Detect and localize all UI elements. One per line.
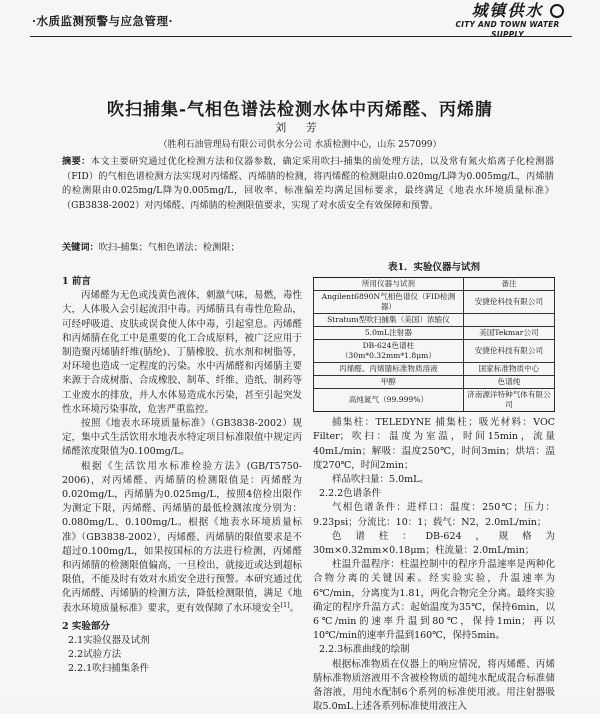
intro-paragraph-3: 根据《生活饮用水标准检验方法》(GB/T5750-2006)，对丙烯醛、丙烯腈的检测限值是：丙烯醛为0.020mg/L，丙烯腈为0.025mg/L，按照4倍检出限作为测定下限，丙烯醛、丙烯腈的最低检测浓度分别为：0.080mg/L、0.100mg/L。根据《地表水环境质量标准》（GB3838-2002），丙烯醛、丙烯腈的限值要求是不超过0.100mg/L，如果按国标的方法进行检测，丙烯醛和丙烯腈的检测限值偏高，一旦检出，就接近或达到超标限值，不能及时有效对水质安全进行预警。本研究通过优化丙烯醛、丙烯腈的检测方法，降低检测限值，满足《地表水环境质量标准》要求，更有效保障了水环境安全[1]。 xyxy=(62,460,302,614)
sample-volume-paragraph: 样品吹扫量：5.0mL。 xyxy=(332,474,429,486)
table-caption: 表1．实验仪器与试剂 xyxy=(387,262,481,273)
subheading-method: 2.2试验方法 xyxy=(68,649,122,661)
table-cell: 色谱纯 xyxy=(463,376,554,389)
calibration-paragraph: 根据标准物质在仪器上的响应情况，将丙烯醛、丙烯腈标准物质溶液用不含被检物质的超纯水配成混合标准储备溶液，用纯水配制6个系列的标准使用液。用注射器吸取5.0mL上述各系列标准使用液注入 xyxy=(313,658,555,713)
journal-section-header: ·水质监测预警与应急管理· xyxy=(32,14,174,28)
table-cell xyxy=(463,314,554,327)
journal-logo xyxy=(445,2,570,40)
logo-english-text: CITY AND TOWN WATER SUPPLY xyxy=(455,20,560,39)
table-cell: 安捷伦科技有限公司 xyxy=(463,291,554,314)
subheading-gc-conditions: 2.2.2色谱条件 xyxy=(319,488,382,500)
table-header-cell: 备注 xyxy=(463,278,554,291)
temperature-program-paragraph: 柱温升温程序：柱温控制中的程序升温速率是两种化合物分离的关键因素。经实验实验，升温速率为6℃/min，分离度为1.81，两化合物完全分离。最终实验确定的程序升温方式：起始温度为35℃，保持6min，以6℃/min的速率升温到80℃，保持1min；再以10℃/min的速率升温到160℃，保持5min。 xyxy=(313,559,555,642)
table-row xyxy=(314,376,555,389)
table-row xyxy=(314,291,555,314)
table-row xyxy=(314,363,555,376)
intro-paragraph-1: 丙烯醛为无色或浅黄色液体，刺激气味，易燃，毒性大，人体吸入会引起流泪中毒。丙烯腈具有毒性危险品，可经呼吸道、皮肤或误食使人体中毒，引起窒息。丙烯醛和丙烯腈在化工中是重要的化工合成原料，被广泛应用于制造聚丙烯腈纤维(腈纶)、丁腈橡胶、抗水剂和树脂等，对环境也造成一定程度的污染。水中丙烯醛和丙烯腈主要来源于合成树脂、合成橡胶、制革、纤维、造纸、制药等工业废水的排放，并人水体易造成水污染，甚至引起突发性水环境污染事故，危害严重监控。 xyxy=(62,290,302,415)
table-cell: 高纯氮气（99.999%） xyxy=(314,389,464,412)
table-cell: 国家标准物质中心 xyxy=(463,363,554,376)
logo-emblem-icon xyxy=(550,4,564,18)
abstract-label: 摘要： xyxy=(62,156,91,167)
heading-introduction: 1 前言 xyxy=(62,276,91,287)
subheading-purge-trap: 2.2.1吹扫捕集条件 xyxy=(68,663,150,675)
article-author: 刘 芳 xyxy=(275,121,325,134)
trap-conditions-paragraph: 捕集柱：TELEDYNE 捕集柱；吸光材料：VOC Filter；吹扫：温度为室温，时间15min，流量40mL/min；解吸：温度250℃，时间3min；烘培：温度270℃，时间2min； xyxy=(313,417,555,471)
column-paragraph: 色谱柱：DB-624，规格为30m×0.32mm×0.18μm；柱流量：2.0mL/min； xyxy=(313,530,555,557)
keywords-label: 关键词： xyxy=(62,242,99,253)
table-header-cell: 所用仪器与试剂 xyxy=(314,278,464,291)
logo-chinese-text: 城镇供水 xyxy=(471,1,544,20)
abstract xyxy=(62,155,554,213)
table-row xyxy=(314,314,555,327)
table-cell: 济南源洋特种气体有限公司 xyxy=(463,389,554,412)
subheading-calibration: 2.2.3标准曲线的绘制 xyxy=(319,644,410,656)
subheading-instruments: 2.1实验仪器及试剂 xyxy=(68,635,150,647)
abstract-text: 本文主要研究通过优化检测方法和仪器参数，确定采用吹扫-捕集的前处理方法，以及常有氮火焰离子化检测器（FID）的气相色谱检测方法实现对丙烯醛、丙烯腈的检测，将丙烯醛的检测限由0.020mg/L降为0.005mg/L，丙烯腈的检测限由0.025mg/L降为0.005mg/L，回收率、标准偏差均满足国标要求，最终满足《地表水环境质量标准》（GB3838-2002）对丙烯醛、丙烯腈的检测限值要求，实现了对水质安全有效保障和预警。 xyxy=(62,156,555,211)
table-row xyxy=(314,340,555,363)
right-column xyxy=(313,261,555,714)
table-cell: 丙烯醛、丙烯腈标准物质溶液 xyxy=(314,363,464,376)
article-title: 吹扫捕集-气相色谱法检测水体中丙烯醛、丙烯腈 xyxy=(106,100,494,120)
table-cell: DB-624色谱柱（30m*0.32mm*1.8μm） xyxy=(314,340,464,363)
citation-ref: [1] xyxy=(280,600,290,609)
table-cell: 甲醇 xyxy=(314,376,464,389)
intro-paragraph-2: 按照《地表水环境质量标准》（GB3838-2002）规定，集中式生活饮用水地表水特定项目标准限值中规定丙烯醛浓度限值为0.100mg/L。 xyxy=(62,418,302,458)
article-affiliation: （胜利石油管理局有限公司供水分公司 水质检测中心，山东 257099） xyxy=(158,140,442,150)
keywords xyxy=(62,239,554,253)
table-cell: 美国Tekmar公司 xyxy=(463,327,554,340)
keywords-text: 吹扫-捕集；气相色谱法；检测限； xyxy=(98,242,240,253)
instruments-table xyxy=(313,277,555,412)
header-divider xyxy=(30,36,572,37)
table-row xyxy=(314,327,555,340)
intro-paragraph-3-text: 根据《生活饮用水标准检验方法》(GB/T5750-2006)，对丙烯醛、丙烯腈的检测限值是：丙烯醛为0.020mg/L，丙烯腈为0.025mg/L，按照4倍检出限作为测定下限，丙烯醛、丙烯腈的最低检测浓度分别为：0.080mg/L、0.100mg/L。根据《地表水环境质量标准》（GB3838-2002），丙烯醛、丙烯腈的限值要求是不超过0.100mg/L，如果按国标的方法进行检测，丙烯醛和丙烯腈的检测限值偏高，一旦检出，就接近或达到超标限值，不能及时有效对水质安全进行预警。本研究通过优化丙烯醛、丙烯腈的检测方法，降低检测限值，满足《地表水环境质量标准》要求，更有效保障了水环境安全 xyxy=(62,460,302,614)
table-header-row xyxy=(314,278,555,291)
gc-conditions-paragraph: 气相色谱条件：进样口：温度：250℃；压力：9.23psi；分流比：10：1；载气：N2，2.0mL/min； xyxy=(313,502,555,528)
left-column xyxy=(62,275,302,677)
table-cell: Angilent6890N气相色谱仪（FID检测器） xyxy=(314,291,464,314)
table-cell: Stratum型吹扫捕集（美国）浓缩仪 xyxy=(314,314,464,327)
table-cell: 安捷伦科技有限公司 xyxy=(463,340,554,363)
table-row xyxy=(314,389,555,412)
table-cell: 5.0mL注射器 xyxy=(314,327,464,340)
heading-experimental: 2 实验部分 xyxy=(62,620,110,632)
